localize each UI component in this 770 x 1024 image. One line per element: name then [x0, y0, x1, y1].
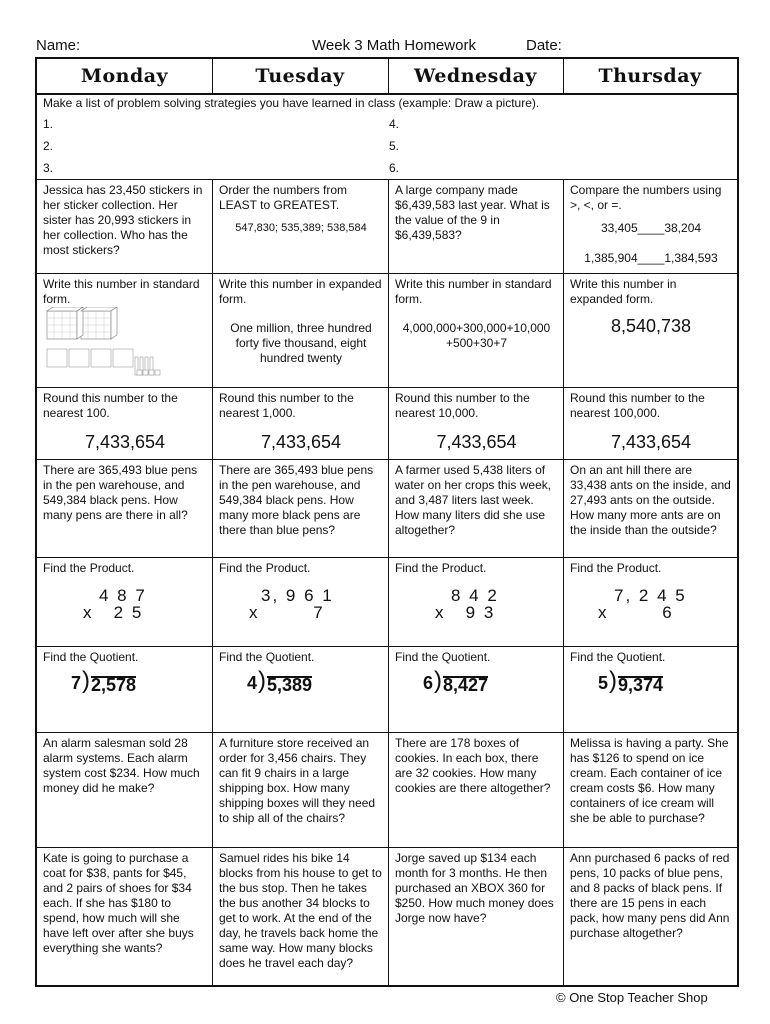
tue-row3 — [213, 387, 388, 459]
mon-row6 — [37, 646, 212, 732]
mon-product-top: 4 8 7 — [99, 586, 147, 605]
wed-product-bottom-line — [395, 605, 558, 620]
tue-row2-value: One million, three hundred forty five thousand, eight hundred twenty — [230, 321, 372, 365]
wed-row6-label: Find the Quotient. — [395, 650, 491, 664]
tue-row2 — [213, 273, 388, 387]
tue-row3-value: 7,433,654 — [260, 432, 342, 452]
wed-product-top: 8 4 2 — [451, 586, 499, 605]
tue-row8-text: Samuel rides his bike 14 blocks from his house to get to the bus stop. Then he takes the bus another 34 blocks to get to work. At the end of the day, he travels back home the same way. How many blocks does he travel each day? — [219, 851, 382, 970]
wed-row1 — [389, 179, 563, 273]
wed-row7-text: There are 178 boxes of cookies. In each box, there are 32 cookies. How many cookies are there altogether? — [395, 736, 551, 795]
wed-row6 — [389, 646, 563, 732]
tue-row7 — [213, 732, 388, 847]
mon-divisor: 7 — [71, 673, 82, 693]
wed-divisor: 6 — [423, 673, 434, 693]
strategy-2: 2. — [43, 139, 54, 153]
mon-row1-text: Jessica has 23,450 stickers in her sticker collection. Her sister has 20,993 stickers in her collection. Who has the most stickers? — [43, 183, 203, 257]
base-ten-blocks-image — [45, 307, 195, 377]
thu-row4-text: On an ant hill there are 33,438 ants on the inside, and 27,493 ants on the outside. How many more ants are on the inside than the outside? — [570, 463, 731, 537]
mon-row5-label: Find the Product. — [43, 561, 135, 575]
times-sign: x — [249, 603, 260, 622]
tue-row5 — [213, 557, 388, 646]
thu-row6 — [564, 646, 737, 732]
thu-row4 — [564, 459, 737, 557]
day-thursday: Thursday — [598, 65, 702, 87]
wed-row3-value: 7,433,654 — [436, 432, 517, 452]
mon-row3-value: 7,433,654 — [84, 432, 166, 452]
strategy-4: 4. — [389, 117, 400, 131]
thu-row2-value: 8,540,738 — [610, 316, 692, 336]
day-wednesday: Wednesday — [414, 65, 537, 87]
mon-product-bottom-line — [43, 605, 207, 620]
page-header — [36, 37, 736, 57]
copyright-footer: © One Stop Teacher Shop — [556, 990, 708, 1005]
tue-product-bottom-line — [219, 605, 383, 620]
mon-row1 — [37, 179, 212, 273]
mon-row8 — [37, 847, 212, 985]
strategies-prompt: Make a list of problem solving strategies you have learned in class (example: Draw a picture). — [43, 96, 540, 110]
tue-row4 — [213, 459, 388, 557]
tue-row4-text: There are 365,493 blue pens in the pen warehouse, and 549,384 black pens. How many more black pens are there than blue pens? — [219, 463, 374, 537]
thu-product-bottom-line — [570, 605, 732, 620]
thu-dividend: 9,374 — [618, 675, 664, 695]
tue-row8 — [213, 847, 388, 985]
mon-dividend: 2,578 — [91, 675, 137, 695]
tue-row1-text: Order the numbers from LEAST to GREATEST. — [219, 183, 348, 212]
tue-row5-label: Find the Product. — [219, 561, 311, 575]
tue-row7-text: A furniture store received an order for 3,456 chairs. They can fit 9 chairs in a large shipping box. How many shipping boxes will they need to ship all of the chairs? — [219, 736, 376, 825]
homework-sheet — [35, 57, 739, 987]
mon-row7 — [37, 732, 212, 847]
mon-row4-text: There are 365,493 blue pens in the pen warehouse, and 549,384 black pens. How many pens are there in all? — [43, 463, 198, 522]
thu-row7 — [564, 732, 737, 847]
division-bracket: ) — [82, 667, 90, 694]
thu-row3-value: 7,433,654 — [610, 432, 692, 452]
thu-row2 — [564, 273, 737, 387]
mon-product-bottom: 2 5 — [113, 603, 144, 622]
tue-row1 — [213, 179, 388, 273]
thu-row8-text: Ann purchased 6 packs of red pens, 10 packs of blue pens, and 8 packs of black pens. If there are 15 pens in each pack, how many pens did Ann purchase altogether? — [570, 851, 730, 940]
day-tuesday: Tuesday — [255, 65, 345, 87]
wed-row2-text: Write this number in standard form. — [395, 277, 552, 306]
name-label: Name: — [36, 37, 81, 54]
tue-row3-text: Round this number to the nearest 1,000. — [219, 391, 354, 420]
day-monday: Monday — [80, 65, 169, 87]
strategy-1: 1. — [43, 117, 54, 131]
wed-row3 — [389, 387, 563, 459]
tue-row6-label: Find the Quotient. — [219, 650, 315, 664]
thu-product-top: 7, 2 4 5 — [614, 586, 687, 605]
times-sign: x — [83, 603, 94, 622]
wed-row8-text: Jorge saved up $134 each month for 3 months. He then purchased an XBOX 360 for $250. How much money does Jorge now have? — [395, 851, 554, 925]
tue-product-bottom: 7 — [313, 603, 325, 622]
mon-row8-text: Kate is going to purchase a coat for $38, pants for $45, and 2 pairs of shoes for $34 each. If she has $180 to spend, how much will she have left over after she buys everything she wants? — [43, 851, 194, 955]
tue-product-top: 3, 9 6 1 — [261, 586, 334, 605]
mon-row5 — [37, 557, 212, 646]
mon-row2-text: Write this number in standard form. — [43, 277, 200, 306]
thu-row2-text: Write this number in expanded form. — [570, 277, 677, 306]
wed-row2 — [389, 273, 563, 387]
thu-row3-text: Round this number to the nearest 100,000. — [570, 391, 705, 420]
thu-product-bottom: 6 — [662, 603, 674, 622]
wed-product-bottom: 9 3 — [465, 603, 496, 622]
thu-divisor: 5 — [598, 673, 609, 693]
thu-row7-text: Melissa is having a party. She has $126 to spend on ice cream. Each container of ice cream costs $6. How many containers of ice cream will she be able to purchase? — [570, 736, 729, 825]
strategy-3: 3. — [43, 161, 54, 175]
division-bracket: ) — [609, 667, 617, 694]
tue-row2-text: Write this number in expanded form. — [219, 277, 382, 306]
thu-row8 — [564, 847, 737, 985]
wed-row8 — [389, 847, 563, 985]
mon-row6-label: Find the Quotient. — [43, 650, 139, 664]
tue-dividend: 5,389 — [267, 675, 313, 695]
tue-divisor: 4 — [247, 673, 258, 693]
times-sign: x — [598, 603, 609, 622]
thu-row5-label: Find the Product. — [570, 561, 662, 575]
wed-row7 — [389, 732, 563, 847]
thu-row5 — [564, 557, 737, 646]
division-bracket: ) — [258, 667, 266, 694]
wed-row1-text: A large company made $6,439,583 last year. What is the value of the 9 in $6,439,583? — [395, 183, 550, 242]
wed-row2-value: 4,000,000+300,000+10,000 +500+30+7 — [402, 321, 551, 350]
strategies-section — [37, 93, 737, 179]
day-header-row — [37, 59, 737, 95]
thu-row1-compare-a: 33,405____38,204 — [600, 221, 702, 235]
thu-row1-text: Compare the numbers using >, <, or =. — [570, 183, 722, 212]
thu-row3 — [564, 387, 737, 459]
wed-row5 — [389, 557, 563, 646]
wed-dividend: 8,427 — [443, 675, 489, 695]
wed-row3-text: Round this number to the nearest 10,000. — [395, 391, 530, 420]
mon-row7-text: An alarm salesman sold 28 alarm systems. Each alarm system cost $234. How much money did he make? — [43, 736, 200, 795]
wed-row4 — [389, 459, 563, 557]
mon-row3-text: Round this number to the nearest 100. — [43, 391, 178, 420]
strategy-6: 6. — [389, 161, 400, 175]
wed-row4-text: A farmer used 5,438 liters of water on her crops this week, and 3,487 liters last week. How many liters did she use altogether? — [395, 463, 552, 537]
thu-row1 — [564, 179, 737, 273]
tue-row1-numbers: 547,830; 535,389; 538,584 — [235, 222, 367, 234]
thu-row6-label: Find the Quotient. — [570, 650, 666, 664]
page-title: Week 3 Math Homework — [312, 37, 476, 54]
thu-row1-compare-b: 1,385,904____1,384,593 — [584, 251, 718, 265]
mon-row3 — [37, 387, 212, 459]
strategy-5: 5. — [389, 139, 400, 153]
mon-row2 — [37, 273, 212, 387]
mon-row4 — [37, 459, 212, 557]
division-bracket: ) — [434, 667, 442, 694]
date-label: Date: — [526, 37, 562, 54]
wed-row5-label: Find the Product. — [395, 561, 487, 575]
times-sign: x — [435, 603, 446, 622]
tue-row6 — [213, 646, 388, 732]
